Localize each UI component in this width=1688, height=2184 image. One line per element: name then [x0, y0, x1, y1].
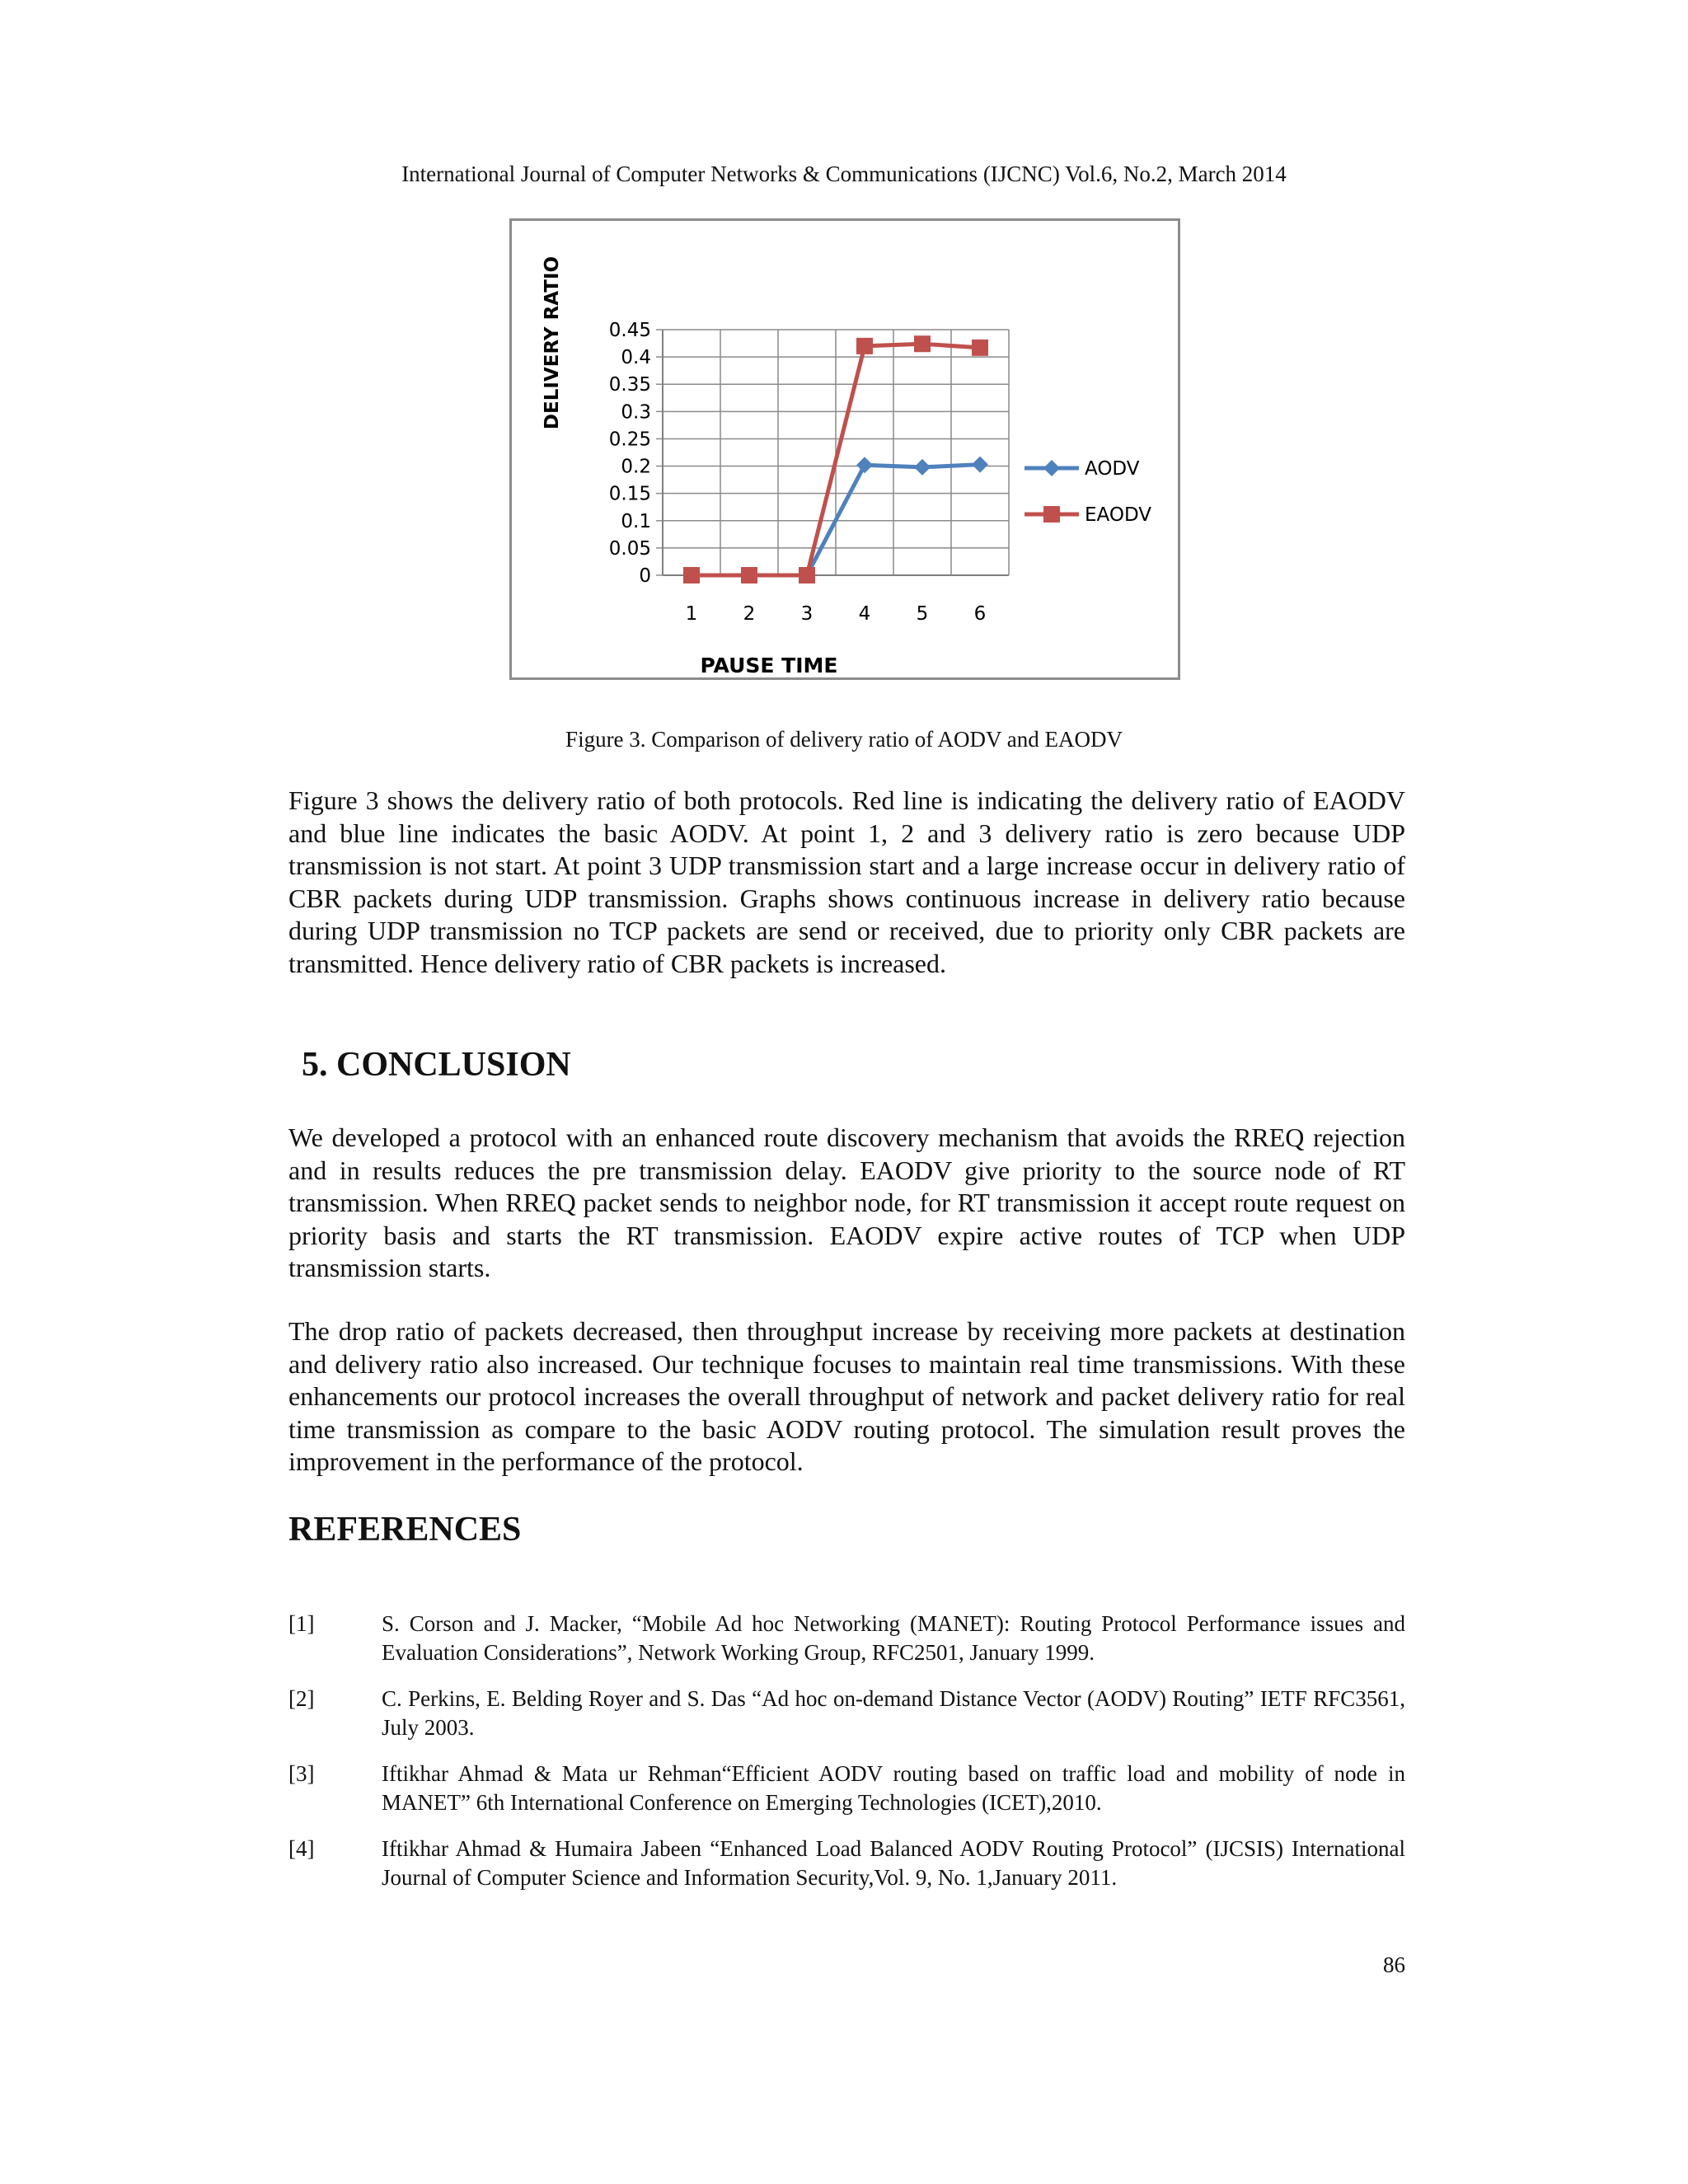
y-tick-label: 0.4	[621, 347, 651, 369]
data-point-eaodv	[799, 567, 815, 583]
reference-item	[288, 1760, 1405, 1817]
legend-marker-eaodv	[1043, 506, 1060, 523]
data-point-eaodv	[972, 340, 988, 356]
figure-caption: Figure 3. Comparison of delivery ratio of AODV and EAODV	[565, 727, 1123, 752]
legend-marker-aodv	[1043, 460, 1060, 476]
running-header: International Journal of Computer Networks & Communications (IJCNC) Vol.6, No.2, March 2014	[401, 162, 1287, 186]
data-point-eaodv	[914, 335, 931, 352]
reference-number: [4]	[288, 1836, 315, 1861]
y-tick-label: 0.05	[608, 537, 651, 560]
y-tick-label: 0.45	[608, 320, 651, 341]
x-axis-label: PAUSE TIME	[700, 654, 838, 677]
reference-number: [1]	[288, 1611, 315, 1636]
reference-item	[288, 1685, 1405, 1742]
section-heading-references: REFERENCES	[288, 1511, 522, 1549]
section-heading-conclusion: 5. CONCLUSION	[302, 1046, 571, 1084]
delivery-ratio-chart	[512, 221, 1178, 677]
y-tick-labels	[609, 320, 651, 587]
reference-item	[288, 1835, 1405, 1892]
x-tick-label: 2	[743, 603, 756, 625]
chart-legend	[1025, 458, 1151, 526]
data-point-eaodv	[741, 567, 757, 583]
x-tick-label: 4	[858, 603, 871, 625]
reference-text: Iftikhar Ahmad & Mata ur Rehman“Efficient AODV routing based on traffic load and mobility of node in MANET” 6th International Conference on Emerging Technologies (ICET),2010.	[382, 1761, 1405, 1815]
page-number: 86	[1383, 1952, 1405, 1977]
data-point-eaodv	[856, 338, 873, 354]
y-tick-label: 0.15	[608, 483, 651, 505]
body-paragraph-figure-discussion: Figure 3 shows the delivery ratio of both protocols. Red line is indicating the delivery ratio of EAODV and blue line indicates the basic AODV. At point 1, 2 and 3 delivery ratio is zero because UDP transmission is not start. At point 3 UDP transmission start and a large increase occur in delivery ratio of CBR packets during UDP transmission. Graphs shows continuous increase in delivery ratio because during UDP transmission no TCP packets are send or received, due to priority only CBR packets are transmitted. Hence delivery ratio of CBR packets is increased.	[288, 785, 1405, 978]
reference-item	[288, 1610, 1405, 1667]
x-tick-label: 5	[916, 603, 929, 625]
y-tick-label: 0	[639, 565, 651, 587]
body-paragraph-conclusion-2: The drop ratio of packets decreased, then throughput increase by receiving more packets at destination and delivery ratio also increased. Our technique focuses to maintain real time transmissions. With these enhancements our protocol increases the overall throughput of network and packet delivery ratio for real time transmission as compare to the basic AODV routing protocol. The simulation result proves the improvement in the performance of the protocol.	[288, 1316, 1405, 1476]
x-tick-label: 1	[685, 603, 698, 625]
chart-frame	[509, 218, 1180, 680]
y-axis-label: DELIVERY RATIO	[542, 255, 563, 430]
reference-text: C. Perkins, E. Belding Royer and S. Das “Ad hoc on-demand Distance Vector (AODV) Routing” IETF RFC3561, July 2003.	[382, 1686, 1405, 1740]
reference-number: [2]	[288, 1686, 315, 1711]
reference-text: Iftikhar Ahmad & Humaira Jabeen “Enhanced Load Balanced AODV Routing Protocol” (IJCSIS) International Journal of Computer Science and Information Security,Vol. 9, No. 1,January 2011.	[382, 1836, 1405, 1890]
y-tick-label: 0.3	[621, 401, 651, 424]
reference-number: [3]	[288, 1761, 315, 1786]
y-tick-label: 0.1	[621, 510, 651, 532]
chart-axes	[656, 330, 1009, 575]
y-tick-label: 0.35	[608, 374, 651, 396]
data-point-aodv	[972, 457, 988, 473]
data-point-eaodv	[683, 567, 700, 583]
legend-label: EAODV	[1085, 504, 1152, 526]
x-tick-label: 6	[973, 603, 987, 625]
reference-text: S. Corson and J. Macker, “Mobile Ad hoc Networking (MANET): Routing Protocol Performance issues and Evaluation Considerations”, Network Working Group, RFC2501, January 1999.	[382, 1611, 1405, 1665]
x-tick-label: 3	[800, 603, 814, 625]
y-tick-label: 0.2	[621, 456, 651, 478]
data-point-aodv	[914, 459, 931, 476]
x-tick-labels	[686, 603, 987, 625]
body-paragraph-conclusion-1: We developed a protocol with an enhanced route discovery mechanism that avoids the RREQ rejection and in results reduces the pre transmission delay. EAODV give priority to the source node of RT transmission. When RREQ packet sends to neighbor node, for RT transmission it accept route request on priority basis and starts the RT transmission. EAODV expire active routes of TCP when UDP transmission starts.	[288, 1122, 1405, 1282]
data-point-aodv	[856, 457, 873, 473]
y-tick-label: 0.25	[608, 429, 651, 451]
legend-label: AODV	[1085, 458, 1140, 480]
